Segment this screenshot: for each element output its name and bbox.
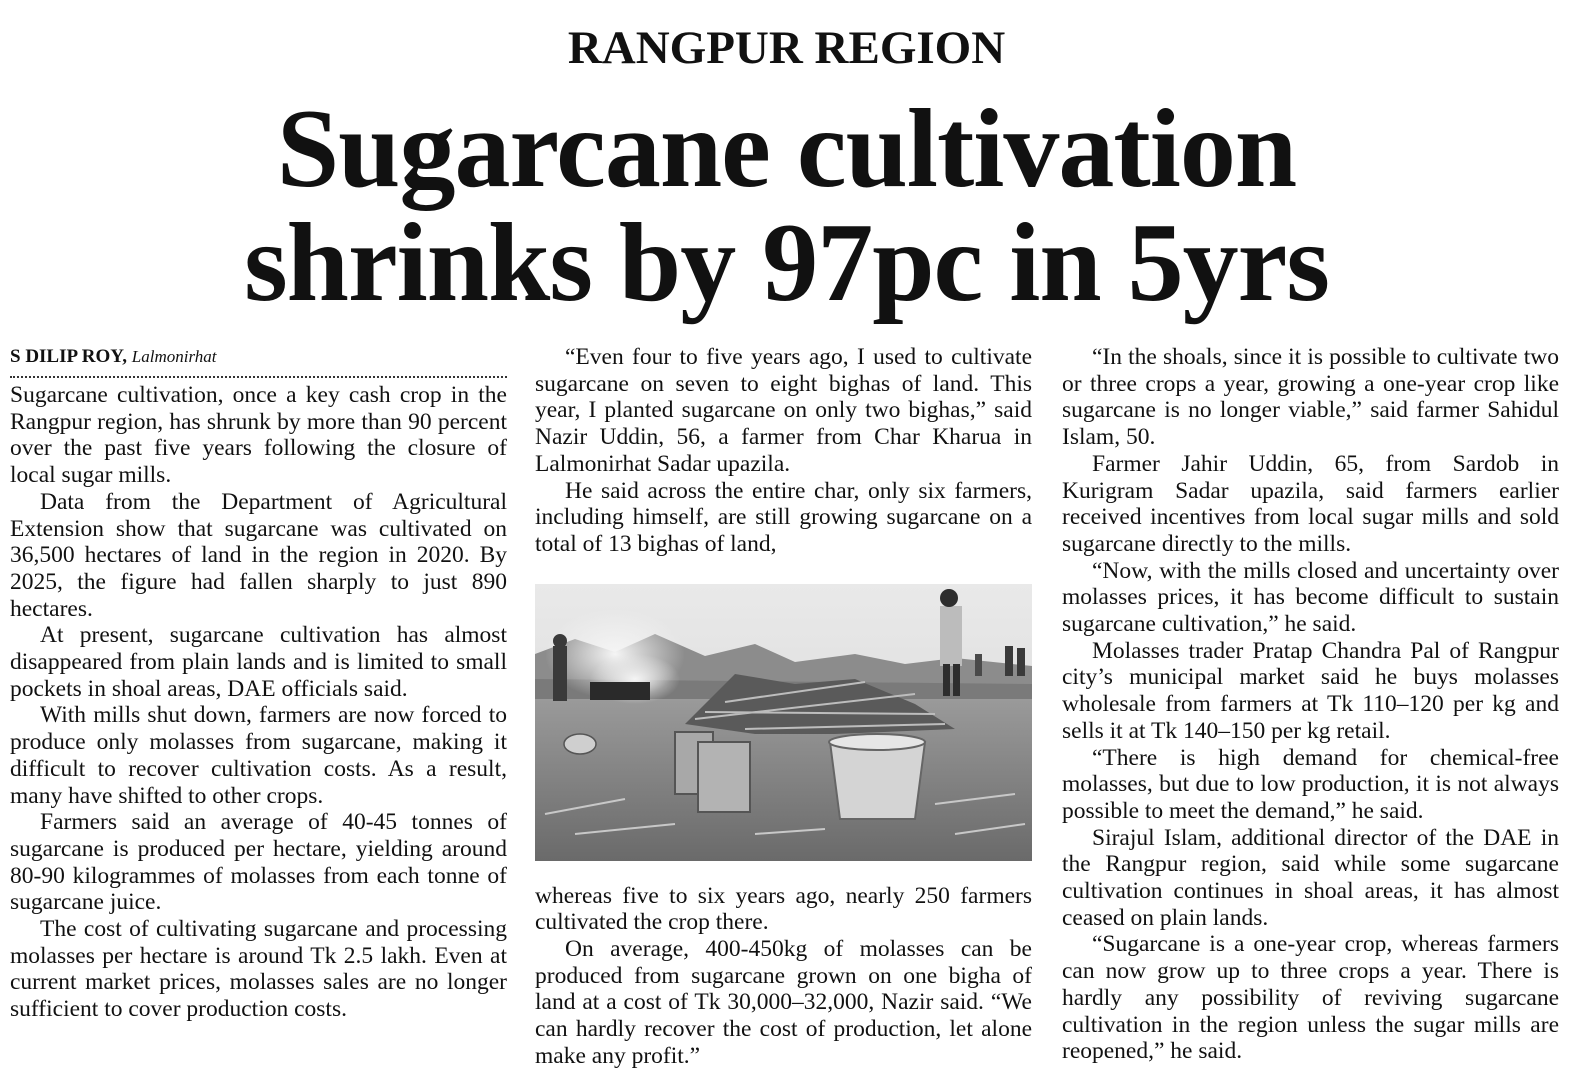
paragraph: “Even four to five years ago, I used to cultivate sugarcane on seven to eight bighas of land. This year, I planted sugarcane on only two bighas,” said Nazir Uddin, 56, a farmer from Char Kharua in Lalmonirhat Sadar upazila. (535, 344, 1032, 477)
paragraph: “There is high demand for chemical-free molasses, but due to low production, it is not always possible to meet the demand,” he said. (1062, 744, 1559, 824)
paragraph: On average, 400-450kg of molasses can be produced from sugarcane grown on one bigha of land at a cost of Tk 30,000–32,000, Nazir said. “We can hardly recover the cost of production, let alone make any profit.” (535, 936, 1032, 1069)
section-kicker: RANGPUR REGION (567, 22, 1006, 74)
paragraph: He said across the entire char, only six farmers, including himself, are still growing sugarcane on a total of 13 bighas of land, (535, 477, 1032, 557)
article-column-3 (1062, 344, 1559, 1065)
paragraph: With mills shut down, farmers are now forced to produce only molasses from sugarcane, making it difficult to recover cultivation costs. As a result, many have shifted to other crops. (10, 702, 507, 809)
byline-author: S DILIP ROY, (10, 346, 128, 367)
paragraph: whereas five to six years ago, nearly 250 farmers cultivated the crop there. (535, 882, 1032, 936)
byline-location: Lalmonirhat (131, 347, 217, 366)
paragraph: Data from the Department of Agricultural Extension show that sugarcane was cultivated on 36,500 hectares of land in the region in 2020. By 2025, the figure had fallen sharply to just 890 hectares. (10, 488, 507, 622)
paragraph: At present, sugarcane cultivation has almost disappeared from plain lands and is limited to small pockets in shoal areas, DAE officials said. (10, 622, 507, 702)
paragraph: “In the shoals, since it is possible to cultivate two or three crops a year, growing a one-year crop like sugarcane is no longer viable,” said farmer Sahidul Islam, 50. (1062, 344, 1559, 451)
paragraph: The cost of cultivating sugarcane and processing molasses per hectare is around Tk 2.5 lakh. Even at current market prices, molasses sales are no longer sufficient to cover production costs. (10, 916, 507, 1023)
paragraph: Farmer Jahir Uddin, 65, from Sardob in Kurigram Sadar upazila, said farmers earlier received incentives from local sugar mills and sold sugarcane directly to the mills. (1062, 450, 1559, 557)
paragraph: Sirajul Islam, additional director of the DAE in the Rangpur region, said while some sugarcane cultivation continues in shoal areas, it has almost ceased on plain lands. (1062, 824, 1559, 931)
byline (10, 344, 507, 378)
news-photo (535, 584, 1032, 861)
paragraph: Molasses trader Pratap Chandra Pal of Rangpur city’s municipal market said he buys molasses wholesale from farmers at Tk 110–120 per kg and sells it at Tk 140–150 per kg retail. (1062, 637, 1559, 744)
article-column-2 (535, 344, 1032, 1070)
paragraph: Farmers said an average of 40-45 tonnes of sugarcane is produced per hectare, yielding around 80-90 kilogrammes of molasses from each tonne of sugarcane juice. (10, 809, 507, 916)
headline-line-2: shrinks by 97pc in 5yrs (244, 201, 1329, 325)
paragraph: Sugarcane cultivation, once a key cash crop in the Rangpur region, has shrunk by more than 90 percent over the past five years following the closure of local sugar mills. (10, 382, 507, 489)
paragraph: “Now, with the mills closed and uncertainty over molasses prices, it has become difficult to sustain sugarcane cultivation,” he said. (1062, 557, 1559, 638)
headline (0, 87, 1573, 325)
article-column-1 (10, 344, 507, 1023)
headline-line-1: Sugarcane cultivation (276, 87, 1297, 211)
paragraph: “Sugarcane is a one-year crop, whereas farmers can now grow up to three crops a year. There is hardly any possibility of reviving sugarcane cultivation in the region unless the sugar mills are reopened,” he said. (1062, 931, 1559, 1065)
